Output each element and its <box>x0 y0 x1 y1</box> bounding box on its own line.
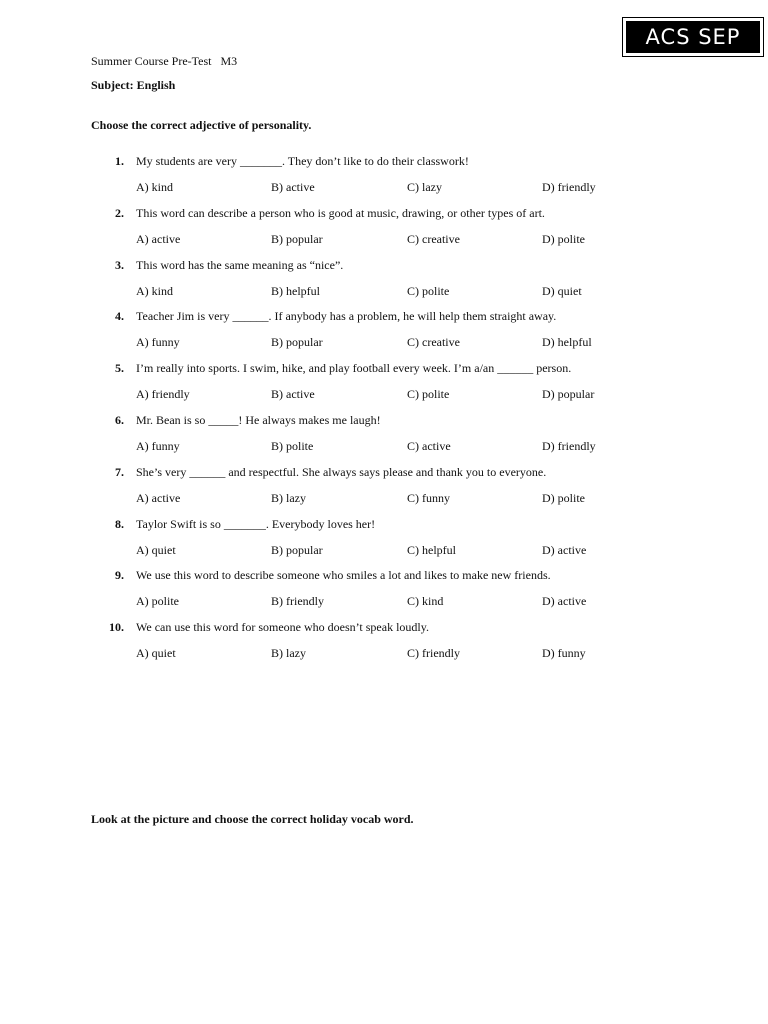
option-d: D) active <box>542 542 587 557</box>
option-c: C) polite <box>407 387 450 402</box>
question-text: This word has the same meaning as “nice”. <box>136 257 344 272</box>
option-d: D) helpful <box>542 335 592 350</box>
option-b: B) popular <box>271 335 323 350</box>
option-c: C) funny <box>407 490 450 505</box>
question-text: Mr. Bean is so _____! He always makes me laugh! <box>136 412 381 427</box>
option-d: D) polite <box>542 490 585 505</box>
option-b: B) popular <box>271 542 323 557</box>
question-text: My students are very _______. They don’t like to do their classwork! <box>136 154 469 168</box>
option-a: A) kind <box>136 180 173 194</box>
question-number: 10. <box>109 620 124 635</box>
section2-instruction: Look at the picture and choose the correct holiday vocab word. <box>91 812 414 826</box>
option-a: A) quiet <box>136 646 176 661</box>
option-a: A) kind <box>136 283 173 298</box>
question-7 <box>91 465 731 517</box>
question-number: 6. <box>115 412 124 427</box>
question-list <box>91 154 731 672</box>
option-c: C) helpful <box>407 542 456 557</box>
question-number: 4. <box>115 309 124 324</box>
question-text: I’m really into sports. I swim, hike, and play football every week. I’m a/an ______ person. <box>136 361 572 376</box>
option-a: A) active <box>136 231 181 246</box>
option-d: D) popular <box>542 387 595 402</box>
option-b: B) friendly <box>271 594 324 609</box>
section1-instruction: Choose the correct adjective of personality. <box>91 118 312 132</box>
question-number: 7. <box>115 464 124 479</box>
question-2 <box>91 206 731 258</box>
question-number: 3. <box>115 257 124 272</box>
question-text: We can use this word for someone who doesn’t speak loudly. <box>136 620 429 635</box>
option-b: B) popular <box>271 231 323 246</box>
option-c: C) friendly <box>407 646 460 661</box>
question-10 <box>91 620 731 672</box>
question-1 <box>91 154 731 206</box>
question-number: 1. <box>115 154 124 168</box>
option-c: C) creative <box>407 231 460 246</box>
option-d: D) friendly <box>542 180 596 194</box>
question-number: 5. <box>115 361 124 376</box>
question-9 <box>91 568 731 620</box>
question-text: We use this word to describe someone who smiles a lot and likes to make new friends. <box>136 568 551 583</box>
question-text: Taylor Swift is so _______. Everybody loves her! <box>136 516 376 531</box>
acs-sep-logo <box>622 17 764 57</box>
option-d: D) friendly <box>542 438 596 453</box>
question-4 <box>91 309 731 361</box>
option-b: B) active <box>271 180 315 194</box>
course-title: Summer Course Pre-Test M3 <box>91 54 238 68</box>
logo-text: ACS SEP <box>626 21 760 53</box>
option-a: A) funny <box>136 335 180 350</box>
option-a: A) funny <box>136 438 180 453</box>
question-number: 9. <box>115 568 124 583</box>
option-d: D) funny <box>542 646 586 661</box>
option-c: C) kind <box>407 594 444 609</box>
question-text: This word can describe a person who is good at music, drawing, or other types of art. <box>136 205 545 220</box>
option-c: C) polite <box>407 283 450 298</box>
question-5 <box>91 361 731 413</box>
option-d: D) quiet <box>542 283 582 298</box>
option-d: D) polite <box>542 231 585 246</box>
option-c: C) active <box>407 438 451 453</box>
option-c: C) lazy <box>407 180 442 194</box>
option-a: A) polite <box>136 594 179 609</box>
option-b: B) lazy <box>271 646 306 661</box>
option-b: B) lazy <box>271 490 306 505</box>
option-a: A) active <box>136 490 181 505</box>
option-b: B) active <box>271 387 315 402</box>
option-b: B) helpful <box>271 283 320 298</box>
option-a: A) quiet <box>136 542 176 557</box>
question-text: Teacher Jim is very ______. If anybody has a problem, he will help them straight away. <box>136 309 557 324</box>
question-6 <box>91 413 731 465</box>
question-8 <box>91 517 731 569</box>
option-a: A) friendly <box>136 387 190 402</box>
option-d: D) active <box>542 594 587 609</box>
option-c: C) creative <box>407 335 460 350</box>
option-b: B) polite <box>271 438 314 453</box>
question-3 <box>91 258 731 310</box>
question-number: 2. <box>115 205 124 220</box>
subject-label: Subject: English <box>91 78 176 92</box>
question-text: She’s very ______ and respectful. She always says please and thank you to everyone. <box>136 464 547 479</box>
question-number: 8. <box>115 516 124 531</box>
